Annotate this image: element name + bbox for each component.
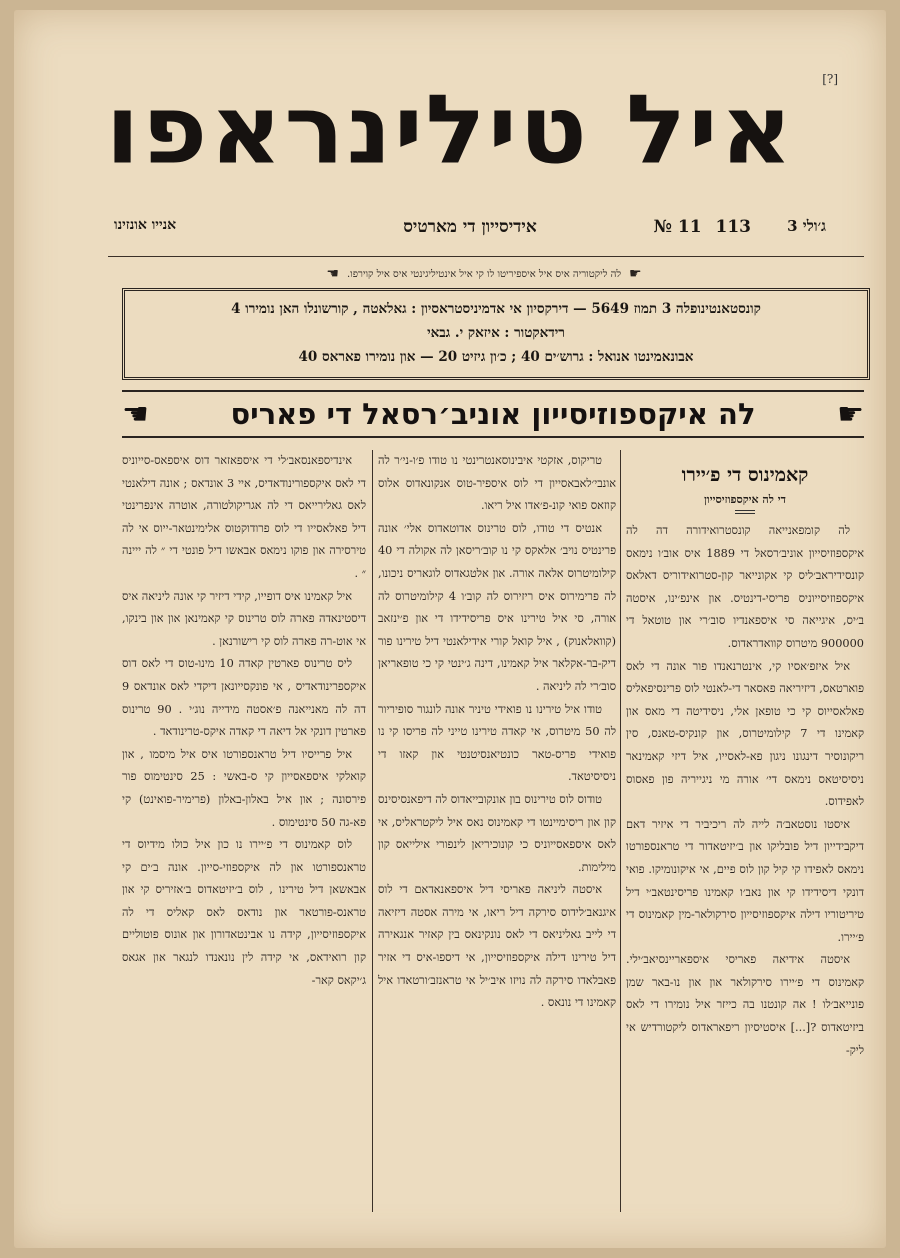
- column-1: [626, 450, 864, 1212]
- column-divider: [620, 450, 621, 1212]
- article-title: קאמינוס די פ׳יירו: [681, 464, 809, 486]
- paragraph: טודוס לוס טירינוס בון אונקובייאדוס לה דיפאנסיסינס קון און ריסימיינטו די קאמינוס נאס איל ליקטראליס, אי לאס איספאסייוניס כי קונוכיריאן לינפורי אילייאס קון מילימות.: [378, 792, 616, 874]
- paragraph: לה קומפאנייאה קונסטרואידורה דה לה איקספוזיסייון אוניב׳רסאל די 1889 איס אוב׳ו נימאס קונסידיראב׳ליס קי אקונייאר קון-סטרואידוריס דאלאס איקספוזיסייוניס פריסי-דינטיס. און אינפ׳ינו, איסטה ב׳יס, איגייאה סי איספאנדיו סוב׳רי און טוטאל די 900000 מיטרוס קוואדראדוס.: [626, 524, 864, 650]
- column-2: [378, 450, 616, 1212]
- edition-subtitle: אידיסייון די מארטיס: [403, 217, 537, 237]
- paragraph: ליס טרינוס פארטין קאדה 10 מינו-טוס די לאס דוס איקספרינודאדיס , אי פונקסייונאן דיקדי לאס אונדאס 9 דה לה מאנייאנה פ׳אסטה מידייה נוג׳י . 90 טרינוס פארטין דונקי אל דיאה די קאדה איקס-טרינודאד .: [122, 657, 366, 739]
- column-3: [122, 450, 366, 1212]
- address-line: קונסטאנטינופלה 3 תמוז 5649 — דירקסיון אי אדמיניסטראסיון : גאלאטה , קורשונלו האן נומירו 4: [231, 301, 761, 317]
- divider: [108, 256, 864, 257]
- paragraph: טריקוס, אזקטי איבינוסאנטרינטי נו טודו פ׳ו-ני׳ר לה אונבי׳לאבאסייון די לוס איספיר-טוס אנקונאדוס אלוס קוזאס פואי קונ-פ׳אדו איל ריאו.: [378, 454, 616, 513]
- editor-line: רידאקטור : איזאק י. גבאי: [427, 325, 565, 341]
- paragraph: טודו איל טירינו נו פואידי טיניר אונה לונגור סופיריור לה 50 מיטרוס, אי קאדה טירינו טייני לה פריסו קי נו פואידי פריס-טאר כונטיאנסיטנטי און קאזו די ניסיסיטאד.: [378, 702, 616, 784]
- pointing-hand-left-icon: ☚: [326, 266, 339, 282]
- corner-mark: [?]: [822, 72, 838, 86]
- paragraph: איסטה ליניאה פאריסי דיל איספאנאדאם די לוס איגנאב׳לידוס סירקה דיל ריאו, אי מירה אסטה דיזיאה די לייב גאליניאס די לאס נונקינאס בין קאזיר אנגאירה דיל טירינו דילה איקספוזיסייון, אי דיספו-איס די אזיר פאבלאדו סירקה לה נויזו איב׳יל אי טראנזב׳ורטאדו איל קאמינו די נונאס .: [378, 883, 616, 1010]
- issue-number-label: № 11: [653, 217, 702, 237]
- paragraph: איסטו נוסטאב׳ה לייה לה ריכיביר די איזיר דאם דיקבידייון דיל פובליקו און ב׳יזיטאדור די טראנספורטו נימאס לאפידו קי קיל קון לוס פיים, אי איקונומיקו. פואי דונקי דיסידידו קי און נאב׳ו קאמינו פריסינטאב׳י דיל טיריטוריו דילה איקספוזיסייון סירקולאר-מין קאמינוס די פ׳יירו.: [626, 817, 864, 944]
- article-subtitle: די לה איקספוזיסייון: [704, 493, 786, 506]
- motto-notice: [279, 266, 689, 282]
- motto-text: לה ליקטוריה איס איל איספיריטו לו קי איל אינטיליגינטי איס איל קוירפו.: [346, 268, 622, 280]
- paragraph: אנטיס די טודו, לוס טרינוס אדוטאדוס אלי׳ אונה פרינטיס נויב׳ אלאקס קי נו קוב׳ריסאן לה אקולה די 40 קילומיטרוס אלאה אורה. און אלטגאדוס לוגאריס ניכונו, לה פרימירוס איס ריזירוס לה קוב׳ו 4 קילומיטרוס לה אורה, סי איל טירינו איס פריסידידו די און פ׳ינזאב (קוואלאנוק) , איל קואל קורי אידילאנטי דיל טירינו פור דיק-בר-אקלאר איל קאמינו, דינה ג׳ינטי קי כי טופאריאן סוב׳רי לה ליניאה .: [378, 521, 616, 693]
- paragraph: אינדיספאנסאב׳לי די איספאזאר דוס איספאס-סייוניס די לאס איקספורינודאדיס, איי 3 אונדאס ; אונה דילאנטי לאס גאלירייאס די לה אגריקולטורה, אוטרה אינפרינטי דיל פאלאסייו די לוס פרודוקטוס אלימינטאר-ייוס אי לה טירסירה און פוקו נימאס אבאשו דיל פונטי די ״ לה ייינה ״ .: [122, 454, 366, 580]
- article-separator: [735, 510, 755, 514]
- paragraph: איסטה אידיאה פאריסי איספאריינסיאב׳ילי. קאמינוס די פ׳יירו סירקולאר און און נו-באר שמן פונייאב׳לו ! אה קונטנו בה כייזר איל נומירו די לאס ביזיטאדוס ?[...] איסטיסיון ריפאראדוס ליקטורדיש אי ליק-: [626, 953, 864, 1057]
- subscription-line: אבונאמינטו אנואל : גרוש׳ים 40 ; כ׳ון גיזיט 20 — און נומירו פאראס 40: [298, 349, 694, 365]
- year-tag: אנייו אונזינו: [114, 217, 177, 233]
- pointing-hand-right-icon: ☛: [629, 266, 642, 282]
- subheader-row: [114, 217, 826, 243]
- paragraph: לוס קאמינוס די פ׳יירו נו כון איל כולו מידיוס די טראנספורטו און לה איקספוזי-סייון. אונה ב׳ים קי אבאשאן דיל טירינו , לוס ב׳יזיטאדוס ב׳אזיריס קי און טראנס-פורטאר און נודאס לאס קאליס די לה איקספוזיסייון, קידה נו אבינטאדורון און אונוס פוטוליים קון רואידאס, אי קידה לין נונאנדו לנגאר און אגאס ג׳יקאס קאר-: [122, 838, 366, 987]
- issue-number: [654, 217, 751, 237]
- publication-info-box: [122, 288, 870, 380]
- newspaper-page: [14, 10, 886, 1248]
- main-headline: [122, 390, 864, 438]
- masthead-title: איל טילינראפו: [105, 73, 795, 186]
- pointing-hand-left-icon: ☛: [837, 396, 864, 432]
- paragraph: איל איזפ׳אסיו קי, אינטרנאנדו פור אונה די לאס פוארטאס, דיזיריאה פאסאר די-לאנטי לוס פרינסיפאליס פאלאסייוס קי כי טופאן אלי, ניסידיטה די מאס און קאמינו די 7 קילומיטרוס, און קונקיס-טאנס, סין ריקונוסיר דינגונו ניגון פא-לאסייו, איל דיזי קאמינאר ניסיסיטאס נימאס די׳ אורה מי ניגייריה פון פאסוס לאפידוס.: [626, 659, 864, 809]
- pointing-hand-right-icon: ☚: [122, 396, 149, 432]
- paragraph: איל קאמינו איס דופייו, קידי דיזיר קי אונה ליניאה איס דיסטינאדה פארה לוס טרינוס קי קאמינאן און און בינקו, אי אוט-רה פארה לוס קי רישורנאן .: [122, 589, 366, 648]
- headline-text: לה איקספוזיסייון אוניב׳רסאל די פאריס: [230, 397, 756, 431]
- issue-date: ג׳ולי 3: [787, 217, 826, 235]
- column-divider: [372, 450, 373, 1212]
- issue-year: 113: [715, 217, 751, 237]
- paragraph: איל פרייסיו דיל טראנספורטו איס איל מיסמו , און קואלקי איספאסייון קי ס-באשי : 25 סינטימוס פור פירסונה ; און איל באלון-באלון (פרימיר-פואינט) קי פא-גה 50 סינטימוס .: [122, 747, 366, 829]
